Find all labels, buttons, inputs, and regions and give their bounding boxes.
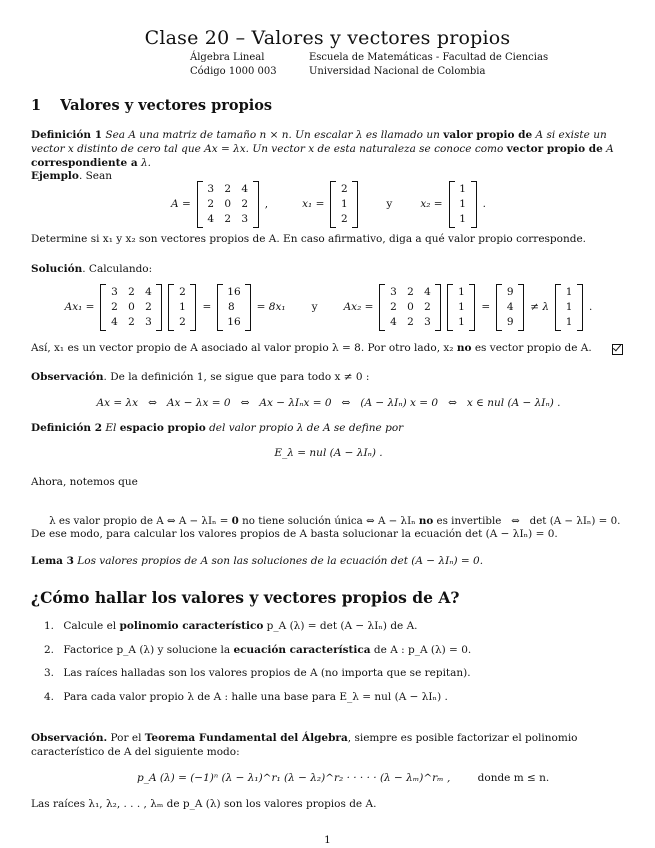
matrix-cell: 0 — [128, 300, 135, 313]
matrix-A — [197, 181, 259, 228]
matrix-cell: 2 — [407, 285, 414, 298]
vector-x2 — [449, 181, 477, 228]
vector-cell: 1 — [179, 300, 186, 313]
course-code: Código 1000 003 — [190, 66, 277, 77]
definition-text: Sea A una matriz de tamaño n × n. Un escalar λ es llamado un — [105, 129, 444, 141]
matrix-cell: 3 — [207, 182, 215, 195]
observation-text: . De la definición 1, se sigue que para todo x ≠ 0 : — [103, 371, 370, 383]
definition-label: Definición 1 — [31, 129, 103, 141]
matrix-cell: 2 — [224, 182, 232, 195]
definition-term: espacio propio — [119, 422, 206, 434]
matrix-cell: 3 — [424, 315, 431, 328]
matrix-cell: 2 — [128, 285, 135, 298]
matrix-cell: 2 — [207, 197, 215, 210]
list-number: 3. — [44, 667, 55, 679]
list-item — [44, 619, 624, 633]
section-title: Valores y vectores propios — [60, 97, 273, 114]
definition-text: A — [602, 143, 614, 156]
list-item — [44, 666, 624, 680]
example-question: Determine si x₁ y x₂ son vectores propios de A. En caso afirmativo, diga a qué valor propio corresponde. — [31, 233, 587, 245]
vector-cell: 2 — [341, 182, 348, 195]
vector-cell: 1 — [459, 212, 466, 225]
solution-conclusion — [31, 341, 626, 355]
lemma-label: Lema 3 — [31, 555, 74, 567]
list-text: p_A (λ) = det (A − λIₙ) de A. — [263, 620, 418, 632]
list-emphasis: polinomio característico — [119, 620, 264, 632]
definition-text: El — [102, 422, 120, 434]
definition-1 — [31, 128, 626, 171]
list-text: de A : p_A (λ) = 0. — [370, 644, 472, 656]
vector-x1 — [330, 181, 358, 228]
vector-cell: 1 — [458, 300, 465, 313]
vector-x2 — [555, 284, 583, 331]
solution-text: . Calculando: — [82, 263, 153, 275]
section-heading-2: ¿Cómo hallar los valores y vectores propios de A? — [31, 588, 460, 607]
method-text: De ese modo, para calcular los valores propios de A basta solucionar la ecuación det (A − λIₙ) = 0. — [31, 528, 558, 540]
matrix-cell: 3 — [390, 285, 397, 298]
vector-cell: 9 — [506, 285, 514, 298]
vector-label: x₂ = — [420, 197, 443, 210]
page-number: 1 — [324, 834, 331, 846]
checkbox-icon — [612, 342, 623, 356]
page-title: Clase 20 – Valores y vectores propios — [144, 27, 511, 49]
matrix-cell: 2 — [111, 300, 118, 313]
conclusion-text: Así, x₁ es un vector propio de A asociado al valor propio λ = 8. Por otro lado, x₂ — [31, 342, 457, 354]
equation-label: Ax₂ = — [343, 300, 374, 313]
vector-x2 — [447, 284, 475, 331]
solution-label: Solución — [31, 263, 83, 275]
example-matrices: A = 3 2 4 2 0 2 4 2 3 , x₁ = 2 1 2 y x₂ = 1 1 1 . — [31, 181, 626, 227]
formula-text: p_A (λ) = (−1)ⁿ (λ − λ₁)^r₁ (λ − λ₂)^r₂ · · · · · (λ − λₘ)^rₘ , — [137, 772, 451, 784]
vector-label: x₁ = — [302, 197, 325, 210]
result-vector-1 — [217, 284, 250, 331]
statement-text: es invertible ⇔ det (A − λIₙ) = 0. — [433, 514, 621, 527]
observation-label: Observación — [31, 371, 104, 383]
matrix-cell: 2 — [224, 212, 232, 225]
definition-term: vector propio de — [506, 143, 603, 156]
matrix-cell: 4 — [145, 285, 152, 298]
vector-cell: 1 — [565, 285, 573, 298]
solution-intro — [31, 262, 626, 276]
list-number: 4. — [44, 691, 55, 703]
matrix-A — [379, 284, 441, 331]
vector-cell: 2 — [179, 285, 186, 298]
matrix-A — [100, 284, 162, 331]
vector-cell: 8 — [227, 300, 235, 313]
not-equal-text: ≠ λ — [530, 300, 550, 313]
vector-cell: 2 — [179, 315, 186, 328]
statement-text: no tiene solución única ⇔ A − λIₙ — [238, 514, 419, 527]
vector-cell: 1 — [341, 197, 348, 210]
matrix-cell: 0 — [224, 197, 232, 210]
definition-text: A si existe un vector x distinto de cero tal que Ax = λx. Un vector x de esta naturaleza se conoce como — [31, 129, 607, 156]
lemma-text: Los valores propios de A son las soluciones de la ecuación det (A − λIₙ) = 0. — [73, 555, 484, 567]
result-vector-2 — [496, 284, 524, 331]
example-text: . Sean — [78, 170, 113, 182]
note-text: Ahora, notemos que — [31, 476, 138, 488]
list-item — [44, 643, 624, 657]
definition-term: correspondiente a — [31, 157, 138, 170]
course-name: Álgebra Lineal — [190, 52, 265, 63]
university-name: Universidad Nacional de Colombia — [309, 66, 486, 77]
formula-condition: donde m ≤ n. — [477, 772, 550, 784]
characteristic-polynomial-formula — [137, 771, 549, 785]
example-label: Ejemplo — [31, 170, 79, 182]
eigenspace-formula: E_λ = nul (A − λIₙ) . — [274, 447, 383, 459]
matrix-label: A = — [171, 197, 191, 210]
matrix-cell: 3 — [241, 212, 249, 225]
vector-x1 — [168, 284, 196, 331]
matrix-cell: 2 — [407, 315, 414, 328]
matrix-cell: 4 — [207, 212, 215, 225]
roots-text: Las raíces λ₁, λ₂, . . . , λₘ de p_A (λ) son los valores propios de A. — [31, 798, 377, 810]
observation-emphasis: Teorema Fundamental del Álgebra — [144, 732, 348, 744]
observation-text: Por el — [107, 732, 145, 744]
matrix-cell: 4 — [111, 315, 118, 328]
matrix-cell: 4 — [241, 182, 249, 195]
conclusion-text: es vector propio de A. — [471, 342, 592, 354]
definition-label: Definición 2 — [31, 422, 103, 434]
vector-cell: 1 — [459, 182, 466, 195]
definition-text: λ. — [137, 157, 152, 170]
statement-text: λ es valor propio de A ⇔ A − λIₙ = — [49, 514, 232, 527]
statement-emphasis: no — [418, 514, 434, 527]
definition-term: valor propio de — [443, 129, 533, 141]
conclusion-emphasis: no — [456, 342, 472, 354]
solution-equations: Ax₁ = 3 2 4 2 0 2 4 2 3 2 1 2 = 16 8 16 = 8x₁ y Ax₂ = 3 2 4 2 0 2 4 2 3 1 1 1 = 9 4 9 ≠ λ 1 1 1 . — [31, 283, 626, 331]
definition-2 — [31, 421, 626, 435]
statement-emphasis: 0 — [231, 514, 239, 527]
matrix-cell: 2 — [145, 300, 152, 313]
matrix-cell: 2 — [424, 300, 431, 313]
list-number: 2. — [44, 644, 55, 656]
list-number: 1. — [44, 620, 55, 632]
list-emphasis: ecuación característica — [233, 644, 371, 656]
vector-cell: 16 — [227, 315, 241, 328]
matrix-cell: 3 — [111, 285, 118, 298]
observation-label: Observación. — [31, 732, 108, 744]
matrix-cell: 4 — [390, 315, 397, 328]
observation-1 — [31, 370, 626, 384]
section-number: 1 — [31, 97, 42, 114]
equation-result: = 8x₁ — [256, 300, 286, 313]
section-heading — [31, 96, 272, 116]
vector-cell: 4 — [506, 300, 514, 313]
list-text: Factorice p_A (λ) y solucione la — [63, 644, 234, 656]
conjunction-text: y — [311, 300, 318, 313]
lemma-3 — [31, 554, 626, 568]
equivalence-chain: Ax = λx ⇔ Ax − λx = 0 ⇔ Ax − λIₙx = 0 ⇔ (A − λIₙ) x = 0 ⇔ x ∈ nul (A − λIₙ) . — [96, 397, 561, 409]
observation-text: , siempre es posible factorizar el polinomio característico de A del siguiente modo: — [31, 732, 578, 759]
list-text: Para cada valor propio λ de A : halle una base para E_λ = nul (A − λIₙ) . — [63, 691, 448, 703]
list-text: Las raíces halladas son los valores propios de A (no importa que se repitan). — [63, 667, 471, 679]
school-name: Escuela de Matemáticas - Facultad de Ciencias — [309, 52, 549, 63]
vector-cell: 1 — [459, 197, 466, 210]
definition-text: del valor propio λ de A se define por — [205, 422, 404, 434]
matrix-cell: 2 — [390, 300, 397, 313]
vector-cell: 1 — [458, 285, 465, 298]
equation-label: Ax₁ = — [64, 300, 95, 313]
observation-2 — [31, 731, 626, 759]
matrix-cell: 2 — [241, 197, 249, 210]
matrix-cell: 3 — [145, 315, 152, 328]
vector-cell: 9 — [506, 315, 514, 328]
vector-cell: 16 — [227, 285, 241, 298]
conjunction-text: y — [386, 197, 393, 210]
matrix-cell: 0 — [407, 300, 414, 313]
vector-cell: 1 — [565, 300, 573, 313]
matrix-cell: 2 — [128, 315, 135, 328]
list-text: Calcule el — [63, 620, 120, 632]
vector-cell: 1 — [565, 315, 573, 328]
list-item — [44, 690, 624, 704]
matrix-cell: 4 — [424, 285, 431, 298]
vector-cell: 1 — [458, 315, 465, 328]
vector-cell: 2 — [341, 212, 348, 225]
